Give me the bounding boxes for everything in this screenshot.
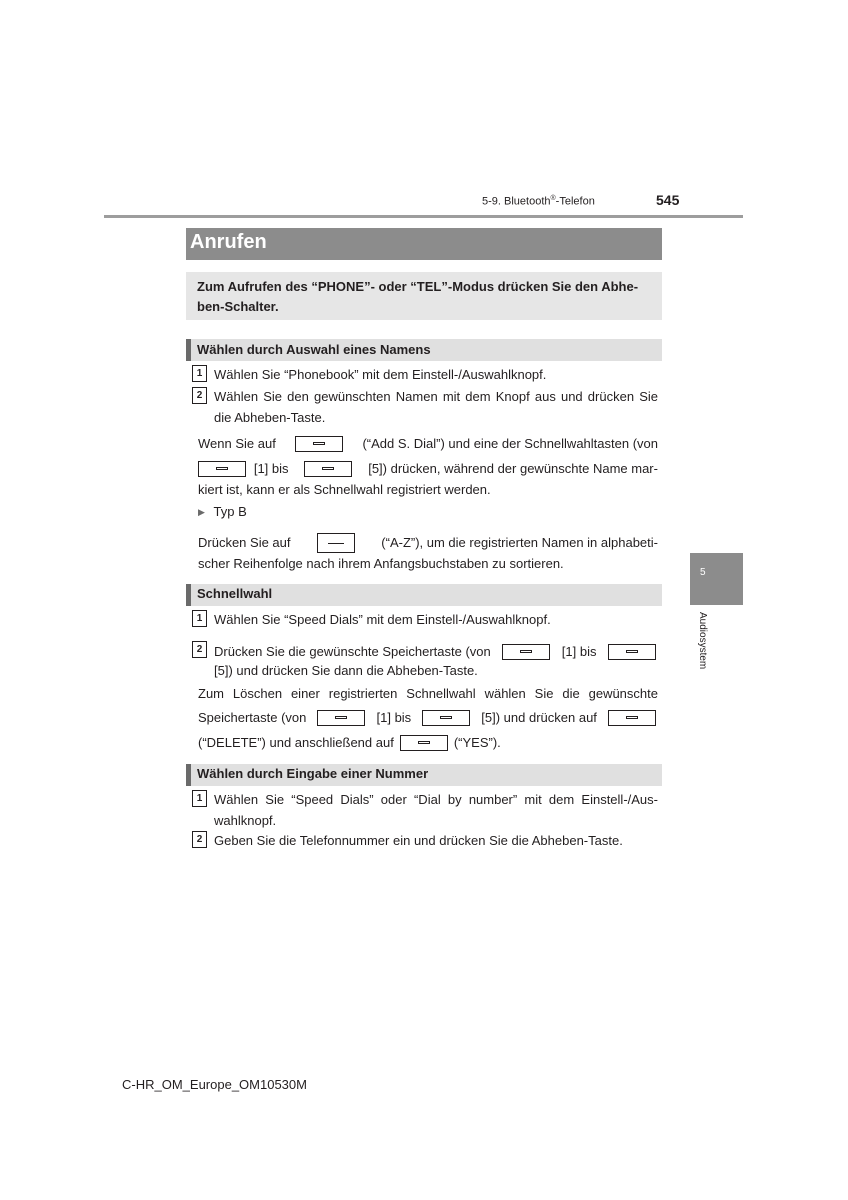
note-line <box>198 433 658 454</box>
chapter-tab <box>690 553 743 605</box>
step-text: Geben Sie die Telefonnummer ein und drücken Sie die Abheben-Taste. <box>214 833 623 848</box>
triangle-bullet-icon: ▶ <box>198 507 205 517</box>
step-text-line: Wählen Sie “Speed Dials” oder “Dial by number” mit dem Einstell-/Aus- <box>214 792 658 807</box>
step-text: Wählen Sie “Phonebook” mit dem Einstell-/Auswahlknopf. <box>214 367 547 382</box>
screen-button-icon <box>608 644 656 660</box>
page-title: Anrufen <box>190 231 267 253</box>
section-heading-number: Wählen durch Eingabe einer Nummer <box>197 766 429 781</box>
step-text <box>214 386 658 428</box>
section-heading-name: Wählen durch Auswahl eines Namens <box>197 342 431 357</box>
note-line <box>198 707 656 728</box>
page-number: 545 <box>656 192 680 208</box>
note-text: [5]) und drücken auf <box>481 710 597 725</box>
screen-button-icon <box>304 461 352 477</box>
chapter-number: 5 <box>700 567 706 578</box>
step-number: 1 <box>192 610 207 627</box>
note-text: (“YES”). <box>453 735 501 750</box>
screen-button-icon <box>317 710 365 726</box>
note-text: [5]) drücken, während der gewünschte Name mar- <box>368 461 658 476</box>
screen-button-icon <box>295 436 343 452</box>
note-text: [1] bis <box>376 710 412 725</box>
screen-button-icon <box>198 461 246 477</box>
step-number: 1 <box>192 790 207 807</box>
note-text: (“A-Z”), um die registrierten Namen in alphabeti- <box>381 535 658 550</box>
header-section-prefix: 5-9. Bluetooth <box>482 195 551 208</box>
step-text-part: [1] bis <box>561 644 597 659</box>
intro-text: Zum Aufrufen des “PHONE”- oder “TEL”-Modus drücken Sie den Abhe-ben-Schalter. <box>197 279 639 314</box>
screen-button-icon <box>317 533 355 553</box>
running-header <box>482 195 595 208</box>
note-text: Zum Löschen einer registrierten Schnellwahl wählen Sie die gewünschte <box>198 686 658 701</box>
section-heading-speed: Schnellwahl <box>197 586 273 601</box>
type-line <box>198 501 247 523</box>
note-line <box>198 532 658 553</box>
header-rule <box>104 215 743 218</box>
note-text: Wenn Sie auf <box>198 436 276 451</box>
type-label: Typ B <box>213 504 247 519</box>
note-text: Drücken Sie auf <box>198 535 291 550</box>
note-text: scher Reihenfolge nach ihrem Anfangsbuchstaben zu sortieren. <box>198 556 564 571</box>
step-number: 2 <box>192 831 207 848</box>
step-text: Wählen Sie “Speed Dials” mit dem Einstell-/Auswahlknopf. <box>214 612 551 627</box>
step-text-line: Wählen Sie den gewünschten Namen mit dem Knopf aus und drücken Sie <box>214 389 658 404</box>
screen-button-icon <box>502 644 550 660</box>
screen-button-icon <box>400 735 448 751</box>
screen-button-icon <box>608 710 656 726</box>
step-text: [5]) und drücken Sie dann die Abheben-Taste. <box>214 663 478 678</box>
note-text: kiert ist, kann er als Schnellwahl registriert werden. <box>198 482 491 497</box>
note-line <box>198 732 501 753</box>
note-text: [1] bis <box>253 461 289 476</box>
note-line <box>198 458 658 479</box>
note-text: (“DELETE”) und anschließend auf <box>198 735 394 750</box>
note-text: Speichertaste (von <box>198 710 307 725</box>
chapter-label: Audiosystem <box>697 612 708 670</box>
step-text <box>214 641 656 662</box>
step-number: 2 <box>192 387 207 404</box>
screen-button-icon <box>422 710 470 726</box>
footer-code: C-HR_OM_Europe_OM10530M <box>122 1077 307 1092</box>
step-text-part: Drücken Sie die gewünschte Speichertaste (von <box>214 644 491 659</box>
note-text: (“Add S. Dial”) und eine der Schnellwahltasten (von <box>362 436 658 451</box>
step-text-line: die Abheben-Taste. <box>214 410 326 425</box>
header-section-suffix: -Telefon <box>555 195 595 208</box>
step-number: 2 <box>192 641 207 658</box>
header-registered-mark: ® <box>550 195 556 202</box>
step-number: 1 <box>192 365 207 382</box>
step-text-line: wahlknopf. <box>214 813 277 828</box>
step-text <box>214 789 658 831</box>
